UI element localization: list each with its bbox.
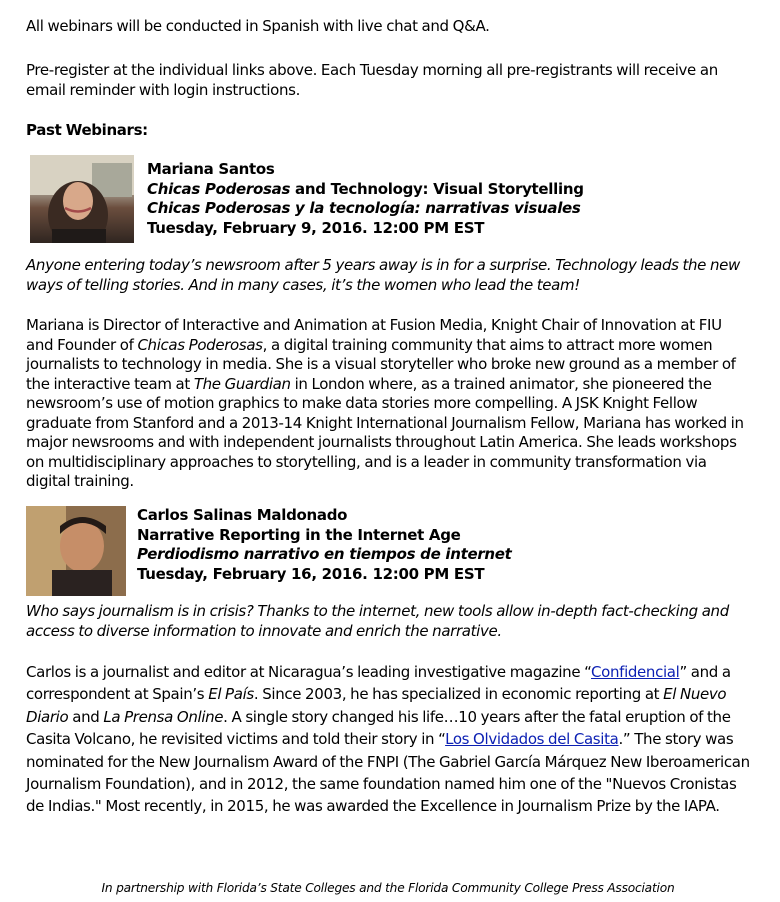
bio-2-em-elpais: El País — [208, 685, 254, 704]
bio-2-text-a: Carlos is a journalist and editor at Nicaragua’s leading investigative magazine “ — [26, 663, 592, 681]
webinar-1-title-italic: Chicas Poderosas — [147, 179, 291, 198]
speaker-photo-mariana-santos — [30, 155, 134, 243]
olvidados-del-casita-link[interactable]: Los Olvidados del Casita — [445, 730, 619, 749]
webinar-2-title-es: Perdiodismo narrativo en tiempos de internet — [137, 545, 512, 563]
webinar-1-title-es: Chicas Poderosas y la tecnología: narrativas visuales — [147, 199, 581, 217]
bio-2-em-elnuevodiario: El Nuevo Diario — [26, 685, 727, 726]
bio-1-text-b: , a digital training community that aims to attract more women journalists to technology in media. She is a visual storyteller who broke new ground as a member of the interactive team at — [26, 335, 736, 393]
bio-2-text-b: ” and a correspondent at Spain’s — [26, 663, 731, 704]
bio-2-text-e: . A single story changed his life…10 years after the fatal eruption of the Casita Volcano, he revisited victims and told their story in “ — [26, 707, 731, 749]
webinar-2-date: Tuesday, February 16, 2016. 12:00 PM EST — [137, 564, 485, 583]
bio-1-text-a: Mariana is Director of Interactive and Animation at Fusion Media, Knight Chair of Innovation at FIU and Founder of — [26, 316, 722, 354]
speaker-photo-carlos-salinas — [26, 506, 126, 596]
webinar-2-header — [137, 506, 512, 584]
webinar-1-speaker: Mariana Santos — [147, 160, 275, 178]
webinar-1-header — [147, 160, 584, 238]
partnership-footer: In partnership with Florida’s State Colleges and the Florida Community College Press Association — [101, 881, 675, 896]
webinar-1-title — [147, 180, 584, 200]
intro-preregister-note: Pre-register at the individual links above. Each Tuesday morning all pre-registrants will receive an email reminder with login instructions. — [26, 61, 718, 99]
bio-2-em-laprensa: La Prensa Online — [103, 707, 224, 726]
bio-2-text-f: .” The story was nominated for the New Journalism Award of the FNPI (The Gabriel García Márquez New Iberoamerican Journalism Foundation), and in 2012, the same foundation named him one of the "Nuevos Cronistas de Indias." Most recently, in 2015, he was awarded the Excellence in Journalism Prize by the IAPA. — [26, 730, 750, 816]
confidencial-link[interactable]: Confidencial — [591, 663, 680, 681]
bio-1-em-guardian: The Guardian — [193, 374, 291, 393]
bio-1-text-c: in London where, as a trained animator, she pioneered the newsroom’s use of motion graphics to make data stories more compelling. A JSK Knight Fellow graduate from Stanford and a 2013-14 Knight International Journalism Fellow, Mariana has worked in major newsrooms and with independent journalists throughout Latin America. She leads workshops on multidisciplinary approaches to storytelling, and is a leader in community transformation via digital training. — [26, 374, 744, 490]
intro-language-note: All webinars will be conducted in Spanish with live chat and Q&A. — [26, 17, 490, 35]
webinar-1-title-rest: and Technology: Visual Storytelling — [290, 179, 584, 198]
webinar-2-speaker: Carlos Salinas Maldonado — [137, 506, 348, 524]
past-webinars-heading: Past Webinars: — [26, 121, 148, 139]
bio-1-em-chicas: Chicas Poderosas — [137, 335, 263, 354]
webinar-1-date: Tuesday, February 9, 2016. 12:00 PM EST — [147, 218, 485, 237]
webinar-2-title: Narrative Reporting in the Internet Age — [137, 525, 461, 544]
webinar-1-bio — [26, 316, 750, 492]
webinar-2-bio — [26, 661, 750, 818]
bio-2-text-c: . Since 2003, he has specialized in economic reporting at — [253, 685, 664, 704]
webinar-1-quote: Anyone entering today’s newsroom after 5 years away is in for a surprise. Technology leads the new ways of telling stories. And in many cases, it’s the women who lead the team! — [26, 256, 740, 294]
bio-2-text-d: and — [68, 707, 104, 726]
webinar-2-quote: Who says journalism is in crisis? Thanks to the internet, new tools allow in-depth fact-checking and access to diverse information to innovate and enrich the narrative. — [26, 602, 729, 640]
